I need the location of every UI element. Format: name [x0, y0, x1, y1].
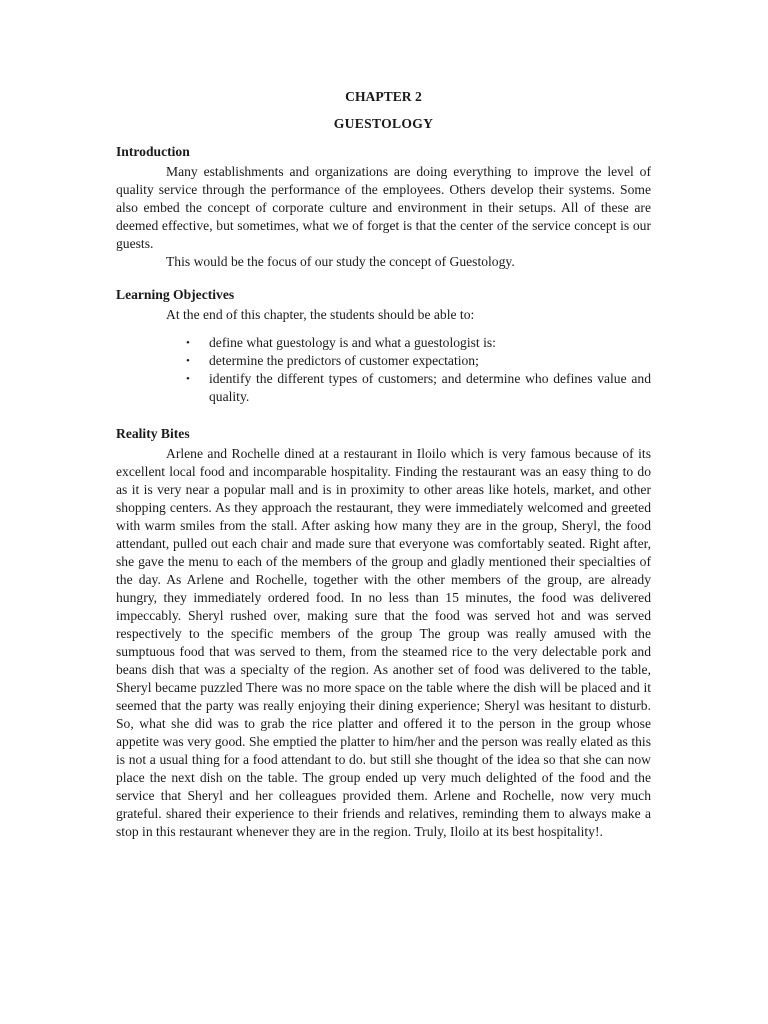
- introduction-heading: Introduction: [116, 144, 190, 159]
- learning-objectives-heading: Learning Objectives: [116, 287, 235, 302]
- objective-text: define what guestology is and what a guestologist is:: [209, 335, 496, 350]
- introduction-paragraph: Many establishments and organizations are doing everything to improve the level of quality service through the performance of the employees. Others develop their systems. Some also embed the concept of corporate culture and environment in their setups. All of these are deemed effective, but sometimes, what we of forget is that the center of the service concept is our guests.: [116, 164, 651, 251]
- objective-text: identify the different types of customers; and determine who defines value and quality.: [209, 371, 651, 404]
- reality-bites-heading: Reality Bites: [116, 426, 190, 441]
- objective-text: determine the predictors of customer expectation;: [209, 353, 479, 368]
- objective-item: [116, 370, 651, 406]
- reality-bites-story: Arlene and Rochelle dined at a restaurant in Iloilo which is very famous because of its excellent local food and incomparable hospitality. Finding the restaurant was an easy thing to do as it is very near a popular mall and is in proximity to other areas like hotels, market, and other shopping centers. As they approach the restaurant, they were immediately welcomed and greeted with warm smiles from the stall. After asking how many they are in the group, Sheryl, the food attendant, pulled out each chair and made sure that everyone was comfortably seated. Right after, she gave the menu to each of the members of the group and gladly mentioned their specialties of the day. As Arlene and Rochelle, together with the other members of the group, are already hungry, they immediately ordered food. In no less than 15 minutes, the food was delivered impeccably. Sheryl rushed over, making sure that the food was served hot and was served respectively to the specific members of the group The group was really amused with the sumptuous food that was served to them, from the steamed rice to the very delectable pork and beans dish that was a specialty of the region. As another set of food was delivered to the table, Sheryl became puzzled There was no more space on the table where the dish will be placed and it seemed that the party was really enjoying their dining experience; Sheryl was hesitant to disturb. So, what she did was to grab the rice platter and offered it to the person in the group whose appetite was very good. She emptied the platter to him/her and the person was really elated as this is not a usual thing for a food attendant to do. but still she thought of the idea so that she can now place the next dish on the table. The group ended up very much delighted of the food and the service that Sheryl and her colleagues provided them. Arlene and Rochelle, now very much grateful. shared their experience to their friends and relatives, reminding them to always make a stop in this restaurant whenever they are in the region. Truly, Iloilo at its best hospitality!.: [116, 446, 651, 839]
- objectives-intro: At the end of this chapter, the students should be able to:: [166, 307, 475, 322]
- focus-paragraph: This would be the focus of our study the concept of Guestology.: [166, 254, 515, 269]
- bullet-icon: •: [186, 337, 190, 349]
- objective-item: [116, 334, 651, 352]
- chapter-title: GUESTOLOGY: [333, 116, 434, 131]
- bullet-icon: •: [186, 373, 190, 385]
- bullet-icon: •: [186, 355, 190, 367]
- document-page: [116, 86, 651, 841]
- objectives-list: [116, 334, 651, 406]
- objective-item: [116, 352, 651, 370]
- chapter-label: CHAPTER 2: [345, 89, 422, 104]
